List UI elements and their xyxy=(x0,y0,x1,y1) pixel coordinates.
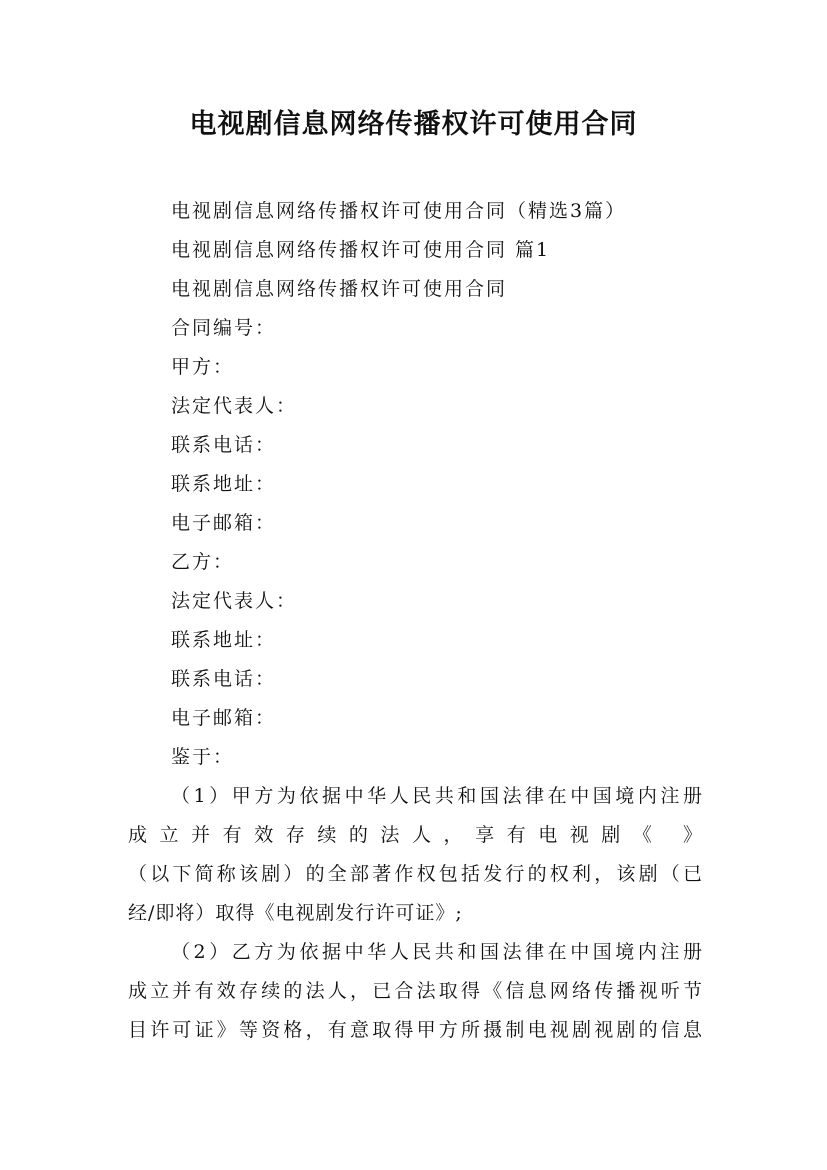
clause-2-line-3: 目许可证》等资格，有意取得甲方所摄制电视剧视剧的信息 xyxy=(128,1019,702,1041)
party-a-email-label: 电子邮箱： xyxy=(171,512,277,534)
party-b-representative-label: 法定代表人： xyxy=(171,590,298,612)
section-heading: 电视剧信息网络传播权许可使用合同 篇1 xyxy=(171,239,551,261)
party-a-representative-label: 法定代表人： xyxy=(171,395,298,417)
party-b-label: 乙方： xyxy=(171,551,235,573)
party-b-address-label: 联系地址： xyxy=(171,629,277,651)
clause-1-line-3: （以下简称该剧）的全部著作权包括发行的权利，该剧（已 xyxy=(128,863,702,885)
contract-name: 电视剧信息网络传播权许可使用合同 xyxy=(171,278,508,300)
party-a-label: 甲方： xyxy=(171,356,235,378)
contract-number-label: 合同编号： xyxy=(171,317,277,339)
subtitle-line: 电视剧信息网络传播权许可使用合同（精选3篇） xyxy=(171,200,627,222)
clause-2-line-1: （2）乙方为依据中华人民共和国法律在中国境内注册 xyxy=(171,941,702,963)
party-a-address-label: 联系地址： xyxy=(171,473,277,495)
clause-1-line-4: 经/即将）取得《电视剧发行许可证》; xyxy=(128,902,463,924)
clause-1-line-2: 成立并有效存续的法人，享有电视剧《 》 xyxy=(128,824,702,846)
clause-2-line-2: 成立并有效存续的法人，已合法取得《信息网络传播视听节 xyxy=(128,980,702,1002)
party-b-phone-label: 联系电话： xyxy=(171,668,277,690)
whereas-label: 鉴于： xyxy=(171,746,235,768)
party-a-phone-label: 联系电话： xyxy=(171,434,277,456)
clause-1-line-1: （1）甲方为依据中华人民共和国法律在中国境内注册 xyxy=(171,785,702,807)
document-title: 电视剧信息网络传播权许可使用合同 xyxy=(189,109,638,140)
party-b-email-label: 电子邮箱： xyxy=(171,707,277,729)
